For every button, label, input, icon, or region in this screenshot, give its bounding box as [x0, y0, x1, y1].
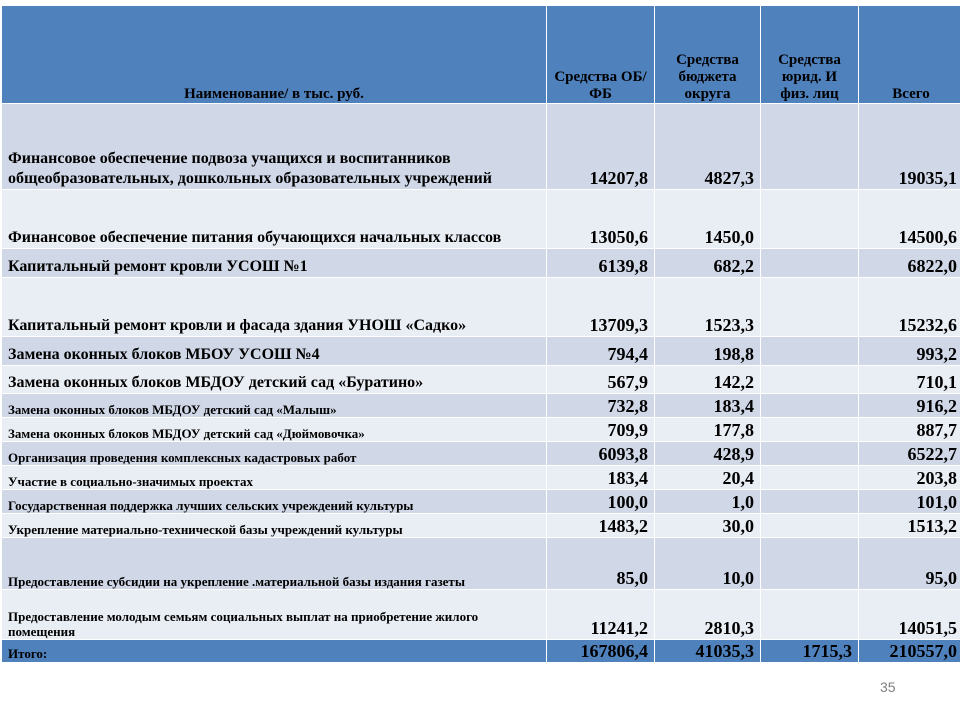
row-total: 15232,6: [859, 278, 960, 337]
totals-total: 210557,0: [859, 640, 960, 663]
table-row: [2, 190, 960, 249]
row-district: 142,2: [655, 366, 761, 394]
row-legal: [761, 337, 859, 366]
row-name: Капитальный ремонт кровли УСОШ №1: [2, 249, 547, 278]
row-name: Организация проведения комплексных кадастровых работ: [2, 442, 547, 466]
table-row: [2, 418, 960, 442]
table-row: [2, 394, 960, 418]
row-district: 183,4: [655, 394, 761, 418]
budget-table: [1, 5, 960, 663]
row-ob-fb: 183,4: [547, 466, 655, 490]
row-legal: [761, 590, 859, 640]
header-row: [2, 6, 960, 104]
table-row: [2, 278, 960, 337]
row-ob-fb: 100,0: [547, 490, 655, 514]
row-district: 10,0: [655, 538, 761, 590]
row-total: 887,7: [859, 418, 960, 442]
row-district: 4827,3: [655, 104, 761, 190]
header-district-budget: Средства бюджета округа: [655, 6, 761, 104]
row-legal: [761, 104, 859, 190]
row-name: Замена оконных блоков МБОУ УСОШ №4: [2, 337, 547, 366]
row-name: Предоставление молодым семьям социальных выплат на приобретение жилого помещения: [2, 590, 547, 640]
row-total: 95,0: [859, 538, 960, 590]
row-ob-fb: 1483,2: [547, 514, 655, 538]
row-name: Финансовое обеспечение подвоза учащихся и воспитанников общеобразовательных, дошкольных образовательных учреждений: [2, 104, 547, 190]
row-district: 682,2: [655, 249, 761, 278]
row-ob-fb: 567,9: [547, 366, 655, 394]
row-district: 20,4: [655, 466, 761, 490]
totals-district: 41035,3: [655, 640, 761, 663]
table-row: [2, 366, 960, 394]
row-total: 14051,5: [859, 590, 960, 640]
row-legal: [761, 190, 859, 249]
header-ob-fb: Средства ОБ/ФБ: [547, 6, 655, 104]
row-district: 2810,3: [655, 590, 761, 640]
row-district: 1450,0: [655, 190, 761, 249]
row-district: 30,0: [655, 514, 761, 538]
row-name: Государственная поддержка лучших сельских учреждений культуры: [2, 490, 547, 514]
row-name: Замена оконных блоков МБДОУ детский сад «Дюймовочка»: [2, 418, 547, 442]
row-total: 916,2: [859, 394, 960, 418]
row-legal: [761, 466, 859, 490]
row-legal: [761, 278, 859, 337]
table-row: [2, 514, 960, 538]
table-row: [2, 538, 960, 590]
page-number: 35: [880, 679, 896, 695]
row-legal: [761, 418, 859, 442]
header-name: Наименование/ в тыс. руб.: [2, 6, 547, 104]
row-ob-fb: 11241,2: [547, 590, 655, 640]
row-legal: [761, 366, 859, 394]
row-ob-fb: 709,9: [547, 418, 655, 442]
row-legal: [761, 490, 859, 514]
row-district: 177,8: [655, 418, 761, 442]
table-row: [2, 590, 960, 640]
row-name: Замена оконных блоков МБДОУ детский сад «Малыш»: [2, 394, 547, 418]
table-row: [2, 104, 960, 190]
row-name: Замена оконных блоков МБДОУ детский сад «Буратино»: [2, 366, 547, 394]
table-row: [2, 249, 960, 278]
row-name: Укрепление материально-технической базы учреждений культуры: [2, 514, 547, 538]
row-ob-fb: 13709,3: [547, 278, 655, 337]
row-ob-fb: 13050,6: [547, 190, 655, 249]
row-name: Предоставление субсидии на укрепление .материальной базы издания газеты: [2, 538, 547, 590]
row-legal: [761, 538, 859, 590]
table-row: [2, 490, 960, 514]
header-total: Всего: [859, 6, 960, 104]
row-name: Капитальный ремонт кровли и фасада здания УНОШ «Садко»: [2, 278, 547, 337]
totals-label: Итого:: [2, 640, 547, 663]
row-ob-fb: 732,8: [547, 394, 655, 418]
row-ob-fb: 85,0: [547, 538, 655, 590]
totals-legal: 1715,3: [761, 640, 859, 663]
row-ob-fb: 6093,8: [547, 442, 655, 466]
row-legal: [761, 514, 859, 538]
row-name: Финансовое обеспечение питания обучающихся начальных классов: [2, 190, 547, 249]
row-total: 710,1: [859, 366, 960, 394]
table-row: [2, 442, 960, 466]
row-ob-fb: 6139,8: [547, 249, 655, 278]
row-total: 993,2: [859, 337, 960, 366]
table-row: [2, 337, 960, 366]
row-total: 203,8: [859, 466, 960, 490]
row-total: 14500,6: [859, 190, 960, 249]
row-district: 1,0: [655, 490, 761, 514]
row-ob-fb: 14207,8: [547, 104, 655, 190]
table-row: [2, 466, 960, 490]
row-legal: [761, 442, 859, 466]
row-total: 6822,0: [859, 249, 960, 278]
row-name: Участие в социально-значимых проектах: [2, 466, 547, 490]
row-legal: [761, 394, 859, 418]
totals-row: [2, 640, 960, 663]
row-total: 1513,2: [859, 514, 960, 538]
row-total: 19035,1: [859, 104, 960, 190]
row-ob-fb: 794,4: [547, 337, 655, 366]
row-district: 1523,3: [655, 278, 761, 337]
row-district: 428,9: [655, 442, 761, 466]
row-district: 198,8: [655, 337, 761, 366]
row-legal: [761, 249, 859, 278]
row-total: 6522,7: [859, 442, 960, 466]
row-total: 101,0: [859, 490, 960, 514]
header-legal-persons: Средства юрид. И физ. лиц: [761, 6, 859, 104]
totals-ob-fb: 167806,4: [547, 640, 655, 663]
